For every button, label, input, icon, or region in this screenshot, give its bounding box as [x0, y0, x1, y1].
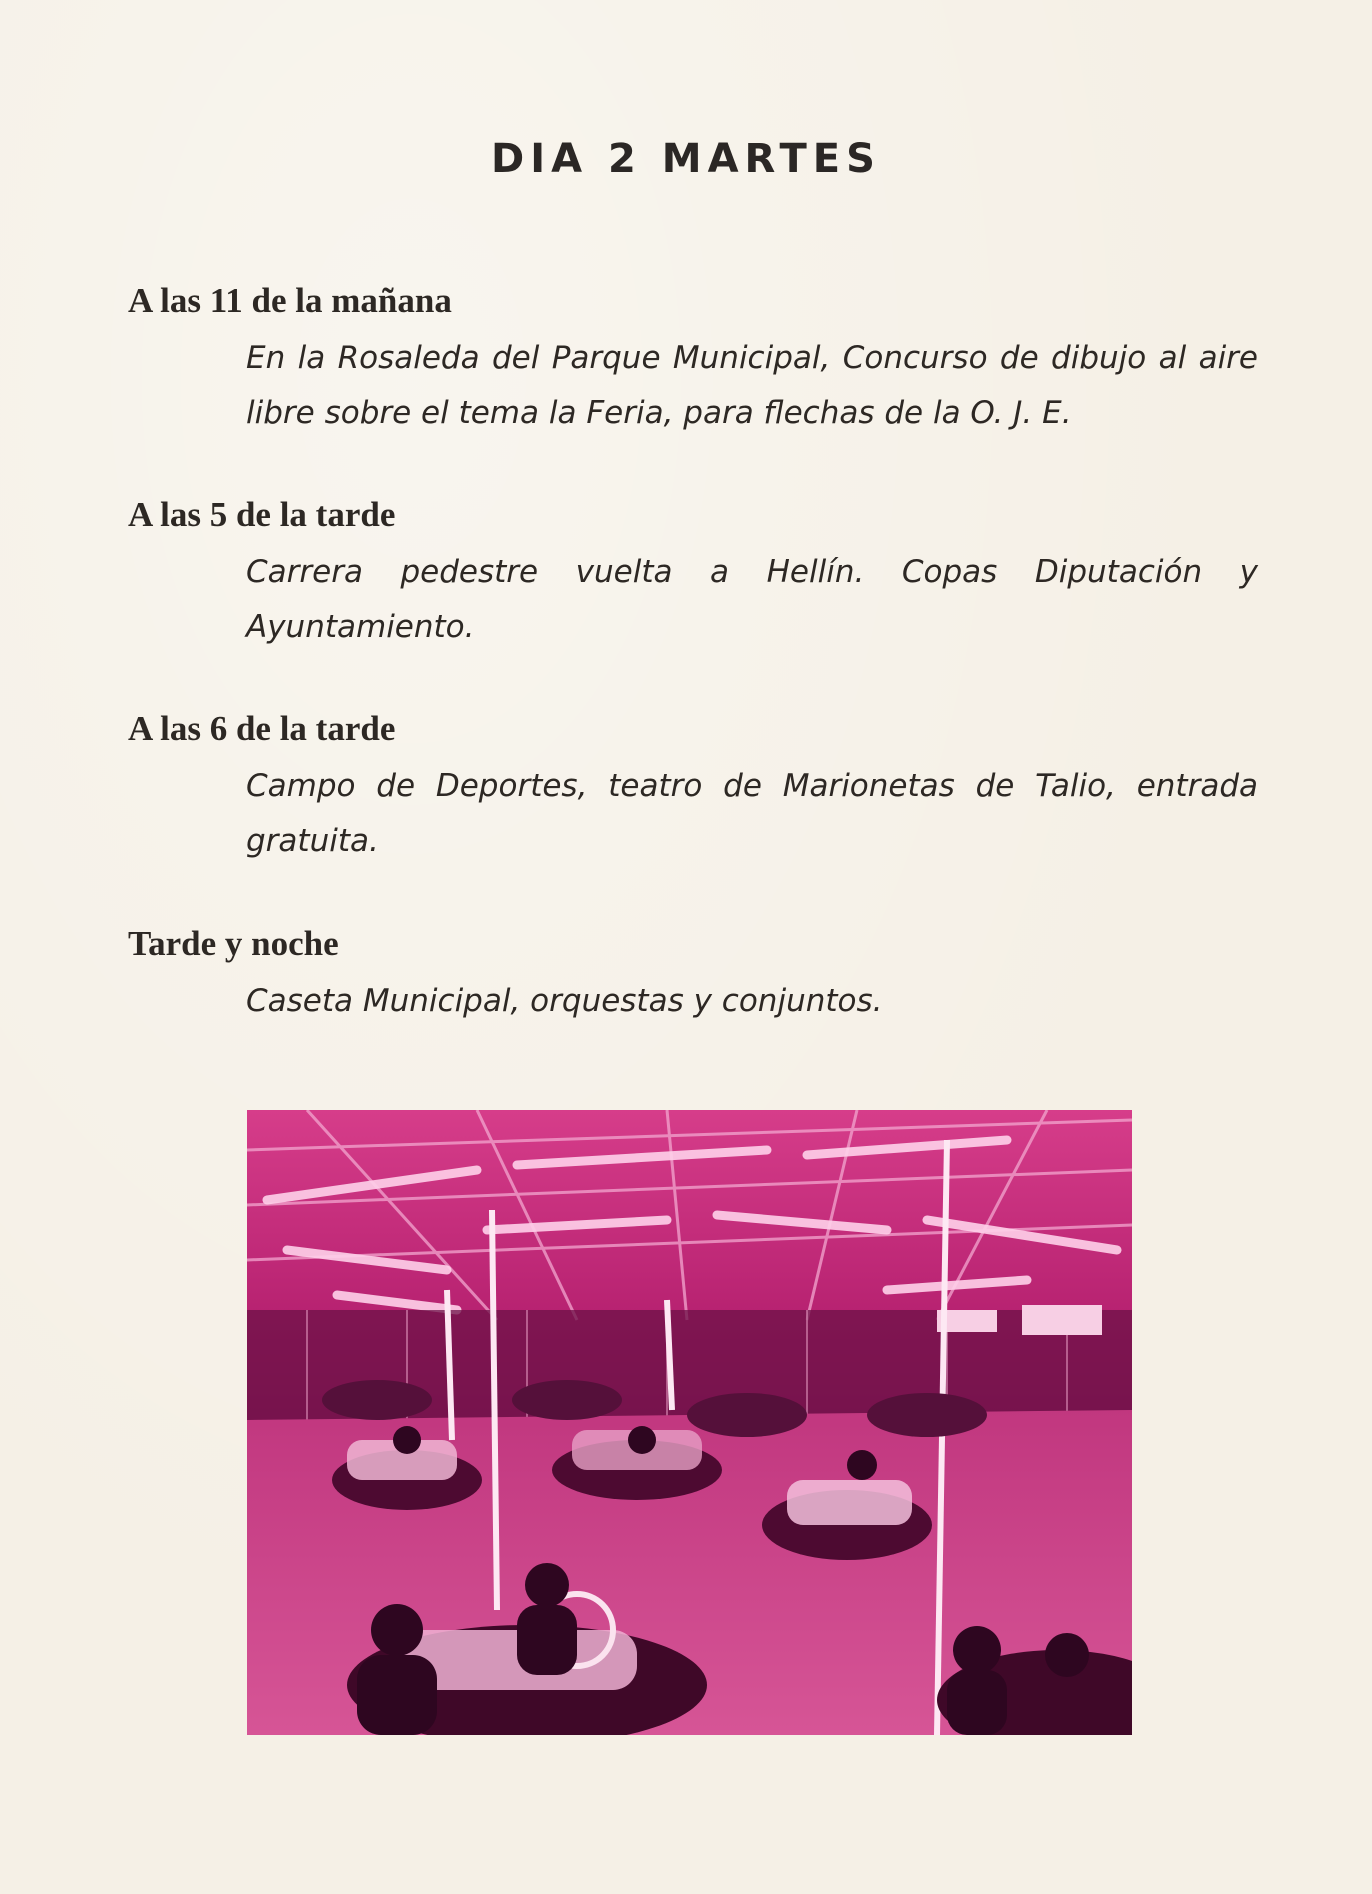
- day-title: DIA 2 MARTES: [491, 136, 881, 182]
- event-description: Campo de Deportes, teatro de Marionetas de Talio, entrada gratuita.: [246, 768, 1258, 859]
- event-item: [128, 707, 1258, 869]
- event-description: Carrera pedestre vuelta a Hellín. Copas Diputación y Ayuntamiento.: [246, 554, 1258, 645]
- bumper-cars-illustration: [247, 1110, 1132, 1735]
- bumper-cars-photo: [247, 1110, 1132, 1735]
- event-time: Tarde y noche: [128, 924, 339, 963]
- event-description: Caseta Municipal, orquestas y conjuntos.: [246, 983, 883, 1019]
- event-item: [128, 922, 1258, 1029]
- event-description: En la Rosaleda del Parque Municipal, Concurso de dibujo al aire libre sobre el tema la Feria, para flechas de la O. J. E.: [246, 340, 1258, 431]
- event-item: [128, 493, 1258, 655]
- event-item: [128, 279, 1258, 441]
- event-time: A las 6 de la tarde: [128, 709, 396, 748]
- event-time: A las 5 de la tarde: [128, 495, 396, 534]
- event-time: A las 11 de la mañana: [128, 281, 452, 320]
